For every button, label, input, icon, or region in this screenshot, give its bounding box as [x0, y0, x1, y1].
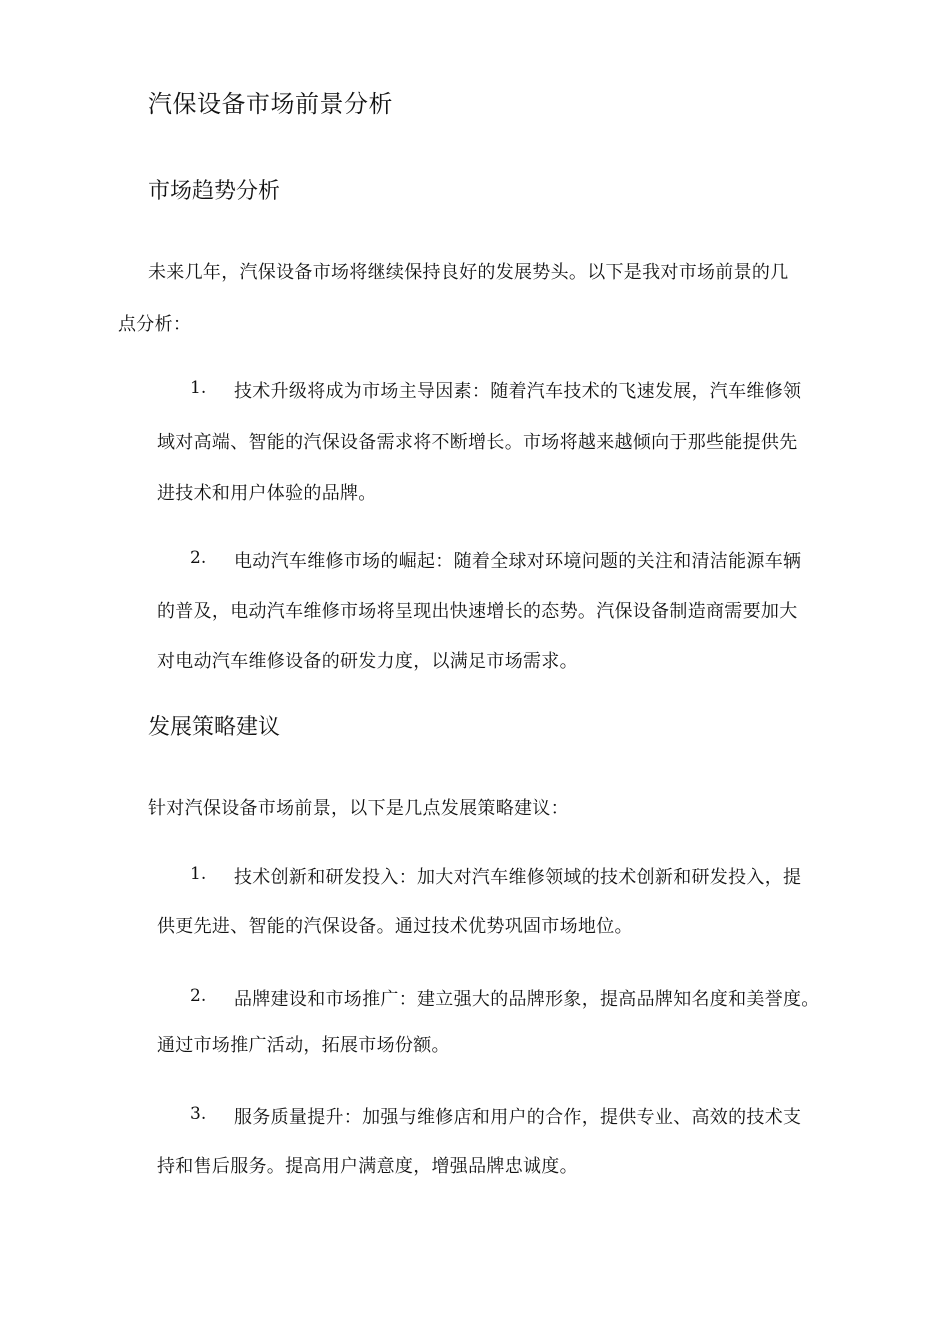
section-heading-strategy: 发展策略建议: [148, 715, 281, 740]
list-item-line: 技术升级将成为市场主导因素：随着汽车技术的飞速发展，汽车维修领: [234, 381, 802, 402]
section-heading-market-trends: 市场趋势分析: [148, 179, 281, 204]
intro-line: 未来几年，汽保设备市场将继续保持良好的发展势头。以下是我对市场前景的几: [148, 262, 789, 283]
list-item-line: 进技术和用户体验的品牌。: [157, 483, 377, 504]
list-item-number: 2.: [190, 548, 207, 568]
list-item-line: 电动汽车维修市场的崛起：随着全球对环境问题的关注和清洁能源车辆: [234, 551, 802, 572]
list-item-line: 的普及，电动汽车维修市场将呈现出快速增长的态势。汽保设备制造商需要加大: [157, 601, 798, 622]
list-item-number: 1.: [190, 864, 207, 884]
intro-line: 点分析：: [118, 314, 192, 335]
list-item-line: 技术创新和研发投入：加大对汽车维修领域的技术创新和研发投入，提: [234, 867, 802, 888]
list-item-line: 对电动汽车维修设备的研发力度，以满足市场需求。: [157, 651, 578, 672]
list-item-line: 持和售后服务。提高用户满意度，增强品牌忠诚度。: [157, 1156, 578, 1177]
list-item-line: 供更先进、智能的汽保设备。通过技术优势巩固市场地位。: [157, 916, 633, 937]
intro-line: 针对汽保设备市场前景，以下是几点发展策略建议：: [148, 798, 569, 819]
list-item-line: 通过市场推广活动，拓展市场份额。: [157, 1035, 450, 1056]
list-item-line: 品牌建设和市场推广：建立强大的品牌形象，提高品牌知名度和美誉度。: [234, 989, 820, 1010]
list-item-number: 2.: [190, 986, 207, 1006]
list-item-line: 服务质量提升：加强与维修店和用户的合作，提供专业、高效的技术支: [234, 1107, 802, 1128]
list-item-number: 1.: [190, 378, 207, 398]
list-item-number: 3.: [190, 1104, 207, 1124]
list-item-line: 域对高端、智能的汽保设备需求将不断增长。市场将越来越倾向于那些能提供先: [157, 432, 798, 453]
document-title: 汽保设备市场前景分析: [148, 90, 393, 118]
